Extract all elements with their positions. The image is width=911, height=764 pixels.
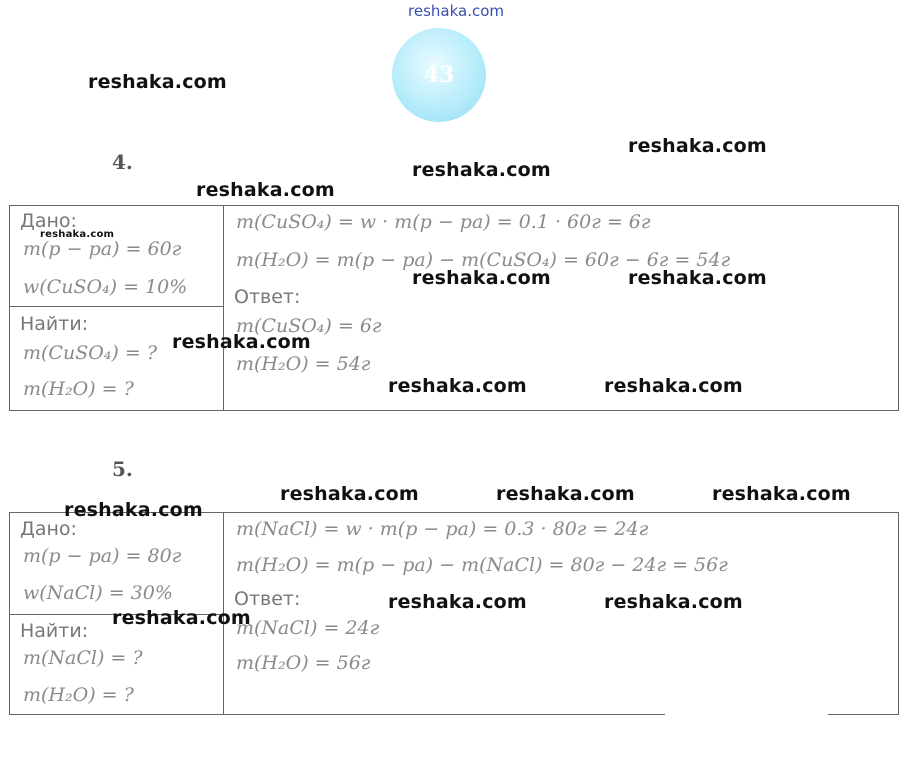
watermark: reshaka.com bbox=[388, 591, 527, 613]
watermark: reshaka.com bbox=[172, 331, 311, 353]
given-line: w(CuSO₄) = 10% bbox=[23, 276, 188, 298]
answer-line: m(H₂O) = 56г bbox=[236, 652, 371, 674]
find-line: m(H₂O) = ? bbox=[23, 684, 134, 706]
watermark: reshaka.com bbox=[496, 483, 635, 505]
watermark: reshaka.com bbox=[412, 267, 551, 289]
find-label: Найти: bbox=[20, 620, 89, 642]
solution-line: m(H₂O) = m(p − pa) − m(CuSO₄) = 60г − 6г = 54г bbox=[236, 249, 731, 271]
given-label: Дано: bbox=[20, 210, 77, 232]
given-line: m(p − pa) = 80г bbox=[23, 545, 182, 567]
answer-label: Ответ: bbox=[234, 286, 301, 308]
answer-label: Ответ: bbox=[234, 588, 301, 610]
answer-line: m(H₂O) = 54г bbox=[236, 353, 371, 375]
watermark: reshaka.com bbox=[64, 499, 203, 521]
find-label: Найти: bbox=[20, 313, 89, 335]
solution-line: m(NaCl) = w · m(p − pa) = 0.3 · 80г = 24г bbox=[236, 518, 649, 540]
watermark: reshaka.com bbox=[40, 229, 115, 240]
page-number-badge bbox=[392, 28, 486, 122]
row-divider bbox=[10, 306, 223, 307]
given-line: m(p − pa) = 60г bbox=[23, 238, 182, 260]
column-divider bbox=[223, 206, 224, 410]
find-line: m(CuSO₄) = ? bbox=[23, 342, 158, 364]
watermark: reshaka.com bbox=[628, 267, 767, 289]
watermark: reshaka.com bbox=[604, 375, 743, 397]
given-line: w(NaCl) = 30% bbox=[23, 582, 173, 604]
page-number: 43 bbox=[423, 62, 455, 88]
find-line: m(H₂O) = ? bbox=[23, 378, 134, 400]
solution-line: m(CuSO₄) = w · m(p − pa) = 0.1 · 60г = 6г bbox=[236, 211, 651, 233]
site-top-link[interactable]: reshaka.com bbox=[408, 2, 504, 20]
solution-line: m(H₂O) = m(p − pa) − m(NaCl) = 80г − 24г = 56г bbox=[236, 554, 728, 576]
watermark: reshaka.com bbox=[628, 135, 767, 157]
given-label: Дано: bbox=[20, 518, 77, 540]
watermark: reshaka.com bbox=[412, 159, 551, 181]
border-gap bbox=[665, 711, 828, 719]
watermark: reshaka.com bbox=[196, 179, 335, 201]
answer-line: m(NaCl) = 24г bbox=[236, 617, 380, 639]
find-line: m(NaCl) = ? bbox=[23, 647, 143, 669]
watermark: reshaka.com bbox=[712, 483, 851, 505]
watermark: reshaka.com bbox=[604, 591, 743, 613]
answer-line: m(CuSO₄) = 6г bbox=[236, 315, 382, 337]
watermark: reshaka.com bbox=[280, 483, 419, 505]
task-number: 5. bbox=[112, 457, 133, 481]
watermark: reshaka.com bbox=[112, 607, 251, 629]
watermark: reshaka.com bbox=[88, 71, 227, 93]
task-number: 4. bbox=[112, 150, 133, 174]
watermark: reshaka.com bbox=[388, 375, 527, 397]
